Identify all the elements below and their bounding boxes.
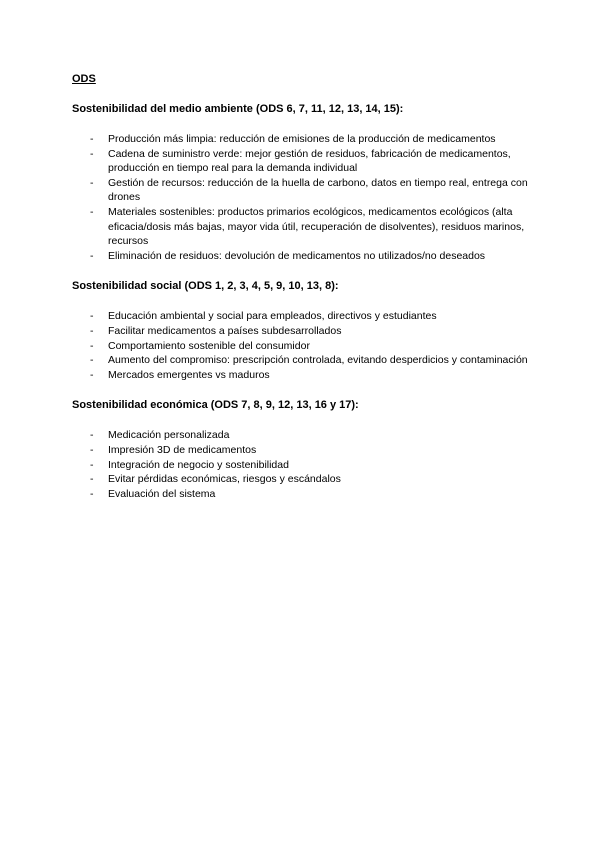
list-item [72,309,532,324]
list-item-text: Evitar pérdidas económicas, riesgos y escándalos [108,473,341,486]
document-page [72,72,532,517]
bullet-list [72,428,532,501]
list-item-text: Integración de negocio y sostenibilidad [108,458,289,471]
dash-bullet-icon: - [90,458,94,471]
dash-bullet-icon: - [90,473,94,486]
bullet-list [72,132,532,263]
list-item [72,176,532,205]
section-heading: Sostenibilidad del medio ambiente (ODS 6, 7, 11, 12, 13, 14, 15): [72,103,404,115]
list-item [72,324,532,339]
list-item-text: Comportamiento sostenible del consumidor [108,339,310,352]
list-item [72,443,532,458]
dash-bullet-icon: - [90,249,94,262]
list-item-text: Impresión 3D de medicamentos [108,443,257,456]
list-item-text: Materiales sostenibles: productos primarios ecológicos, medicamentos ecológicos (alta eficacia/dosis más bajas, mayor vida útil, recuperación de disolventes), residuos marinos, recursos [108,205,525,248]
list-item [72,132,532,147]
dash-bullet-icon: - [90,339,94,352]
list-item [72,147,532,176]
dash-bullet-icon: - [90,354,94,367]
list-item [72,472,532,487]
list-item [72,353,532,368]
dash-bullet-icon: - [90,310,94,323]
dash-bullet-icon: - [90,487,94,500]
list-item [72,487,532,502]
list-item-text: Facilitar medicamentos a países subdesarrollados [108,324,342,337]
bullet-list [72,309,532,382]
dash-bullet-icon: - [90,443,94,456]
section-environmental [72,102,532,263]
document-title: ODS [72,73,96,85]
list-item-text: Aumento del compromiso: prescripción controlada, evitando desperdicios y contaminación [108,354,528,367]
section-heading: Sostenibilidad económica (ODS 7, 8, 9, 12, 13, 16 y 17): [72,399,359,412]
list-item-text: Evaluación del sistema [108,487,216,500]
dash-bullet-icon: - [90,205,94,218]
list-item-text: Gestión de recursos: reducción de la huella de carbono, datos en tiempo real, entrega con drones [108,176,528,204]
list-item [72,205,532,249]
list-item-text: Cadena de suministro verde: mejor gestión de residuos, fabricación de medicamentos, producción en tiempo real para la demanda individual [108,147,511,175]
dash-bullet-icon: - [90,429,94,442]
list-item-text: Educación ambiental y social para empleados, directivos y estudiantes [108,310,437,323]
list-item [72,458,532,473]
section-heading: Sostenibilidad social (ODS 1, 2, 3, 4, 5, 9, 10, 13, 8): [72,280,339,293]
dash-bullet-icon: - [90,133,94,145]
list-item-text: Medicación personalizada [108,429,230,442]
list-item-text: Mercados emergentes vs maduros [108,368,270,381]
dash-bullet-icon: - [90,176,94,189]
list-item [72,428,532,443]
list-item [72,368,532,383]
list-item-text: Producción más limpia: reducción de emisiones de la producción de medicamentos [108,133,496,145]
list-item [72,339,532,354]
dash-bullet-icon: - [90,147,94,160]
dash-bullet-icon: - [90,368,94,381]
section-economic [72,398,532,501]
dash-bullet-icon: - [90,324,94,337]
list-item [72,249,532,264]
list-item-text: Eliminación de residuos: devolución de medicamentos no utilizados/no deseados [108,249,486,262]
section-social [72,279,532,382]
